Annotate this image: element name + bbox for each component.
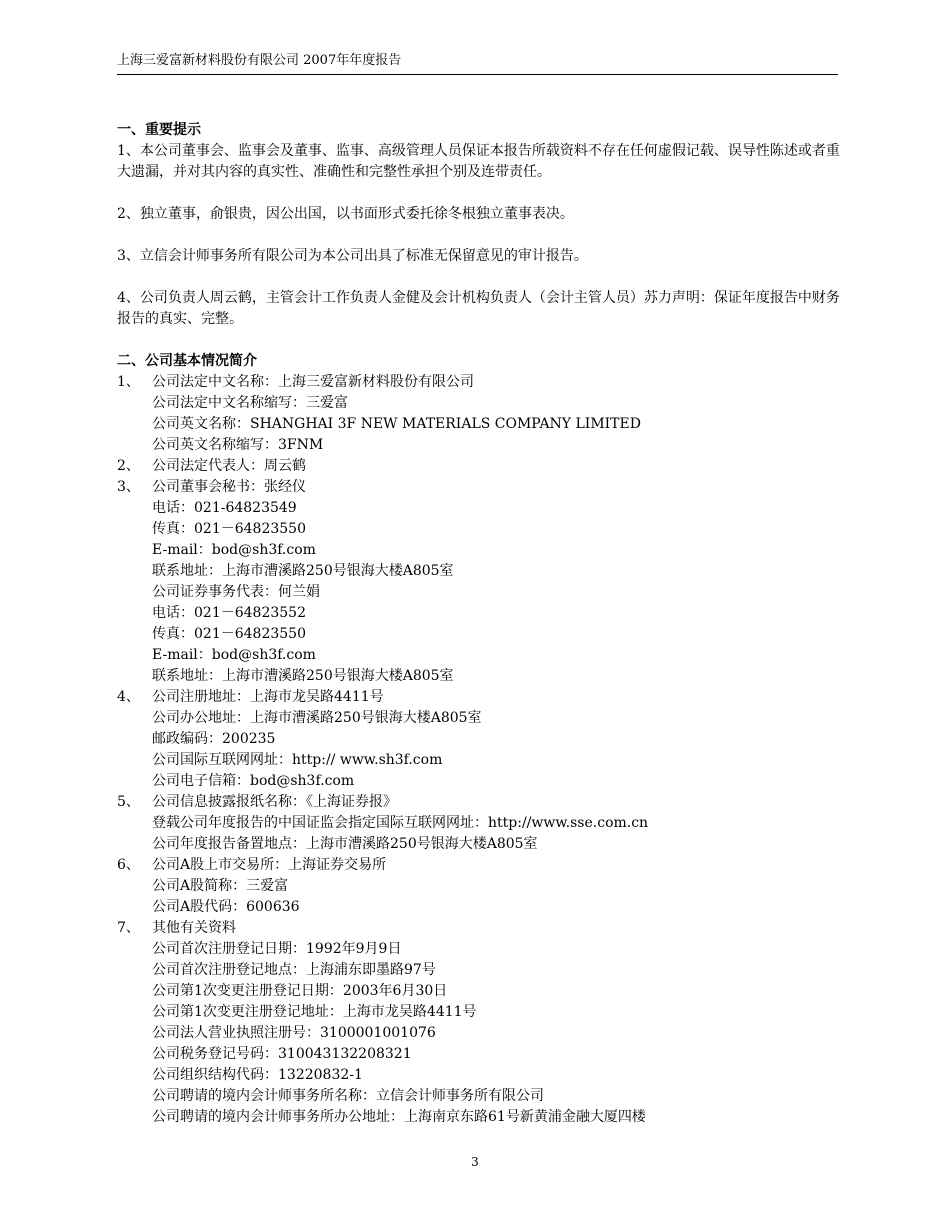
notice-4: 4、公司负责人周云鹤，主管会计工作负责人金健及会计机构负责人（会计主管人员）苏力声明：保证年度报告中财务报告的真实、完整。 [117, 290, 840, 327]
notice-3: 3、立信会计师事务所有限公司为本公司出具了标准无保留意见的审计报告。 [117, 248, 588, 264]
profile-item-text: 公司法定中文名称：上海三爱富新材料股份有限公司 [152, 374, 474, 390]
profile-item-number: 5、 [117, 794, 140, 810]
page-number: 3 [471, 1155, 479, 1169]
profile-detail-line: 公司法人营业执照注册号：3100001001076 [152, 1025, 436, 1041]
profile-item-text: 公司信息披露报纸名称：《上海证券报》 [152, 794, 397, 810]
profile-detail-line: 邮政编码：200235 [152, 731, 276, 747]
profile-detail-line: 登载公司年度报告的中国证监会指定国际互联网网址：http://www.sse.com.cn [152, 815, 649, 831]
profile-item [117, 918, 842, 939]
profile-item-number: 4、 [117, 689, 140, 705]
profile-item-number: 6、 [117, 857, 140, 873]
profile-detail-line: 公司首次注册登记地点：上海浦东即墨路97号 [152, 962, 436, 978]
profile-item [117, 477, 842, 498]
profile-detail-line: 公司办公地址：上海市漕溪路250号银海大楼A805室 [152, 710, 482, 726]
profile-item [117, 687, 842, 708]
section-heading-important-notes: 一、重要提示 [117, 122, 201, 138]
profile-item-text: 公司法定代表人：周云鹤 [152, 458, 306, 474]
profile-detail-line: 公司国际互联网网址：http:// www.sh3f.com [152, 752, 443, 768]
profile-item-number: 7、 [117, 920, 140, 936]
profile-detail-line: 公司聘请的境内会计师事务所名称：立信会计师事务所有限公司 [152, 1088, 544, 1104]
profile-item-text: 其他有关资料 [152, 920, 236, 936]
notice-1: 1、本公司董事会、监事会及董事、监事、高级管理人员保证本报告所载资料不存在任何虚假记载、误导性陈述或者重大遗漏，并对其内容的真实性、准确性和完整性承担个别及连带责任。 [117, 143, 840, 180]
profile-detail-line: 公司A股代码：600636 [152, 899, 300, 915]
profile-detail-line: 公司组织结构代码：13220832-1 [152, 1067, 363, 1083]
profile-detail-line: 电话：021-64823549 [152, 500, 297, 516]
profile-item-text: 公司董事会秘书：张经仪 [152, 479, 306, 495]
profile-detail-line: 公司首次注册登记日期：1992年9月9日 [152, 941, 402, 957]
profile-detail-line: 传真：021－64823550 [152, 521, 306, 537]
report-header: 上海三爱富新材料股份有限公司 2007年年度报告 [117, 53, 402, 68]
profile-item [117, 372, 842, 393]
profile-item-number: 3、 [117, 479, 140, 495]
profile-item-text: 公司注册地址：上海市龙吴路4411号 [152, 689, 384, 705]
profile-detail-line: 公司年度报告备置地点：上海市漕溪路250号银海大楼A805室 [152, 836, 538, 852]
notice-2: 2、独立董事，俞银贵，因公出国，以书面形式委托徐冬根独立董事表决。 [117, 206, 574, 222]
profile-detail-line: 电话：021－64823552 [152, 605, 306, 621]
profile-detail-line: 公司电子信箱：bod@sh3f.com [152, 773, 355, 789]
profile-detail-line: 公司证券事务代表：何兰娟 [152, 584, 320, 600]
profile-item [117, 456, 842, 477]
profile-item-number: 2、 [117, 458, 140, 474]
profile-detail-line: E-mail：bod@sh3f.com [152, 647, 316, 663]
profile-detail-line: 联系地址：上海市漕溪路250号银海大楼A805室 [152, 668, 454, 684]
profile-detail-line: 公司英文名称：SHANGHAI 3F NEW MATERIALS COMPANY LIMITED [152, 416, 641, 432]
header-divider [117, 74, 838, 75]
profile-detail-line: 公司聘请的境内会计师事务所办公地址：上海南京东路61号新黄浦金融大厦四楼 [152, 1109, 646, 1125]
profile-item [117, 792, 842, 813]
profile-detail-line: 公司税务登记号码：310043132208321 [152, 1046, 412, 1062]
profile-item-number: 1、 [117, 374, 140, 390]
profile-item-text: 公司A股上市交易所：上海证券交易所 [152, 857, 387, 873]
company-profile-list [117, 372, 842, 1128]
section-heading-company-profile: 二、公司基本情况简介 [117, 353, 257, 369]
profile-detail-line: 公司第1次变更注册登记地址：上海市龙吴路4411号 [152, 1004, 477, 1020]
profile-item [117, 855, 842, 876]
profile-detail-line: 传真：021－64823550 [152, 626, 306, 642]
profile-detail-line: 公司英文名称缩写：3FNM [152, 437, 324, 453]
profile-detail-line: 公司法定中文名称缩写：三爱富 [152, 395, 348, 411]
profile-detail-line: 联系地址：上海市漕溪路250号银海大楼A805室 [152, 563, 454, 579]
profile-detail-line: 公司第1次变更注册登记日期：2003年6月30日 [152, 983, 448, 999]
profile-detail-line: E-mail：bod@sh3f.com [152, 542, 316, 558]
profile-detail-line: 公司A股简称：三爱富 [152, 878, 289, 894]
report-content [117, 120, 842, 1128]
